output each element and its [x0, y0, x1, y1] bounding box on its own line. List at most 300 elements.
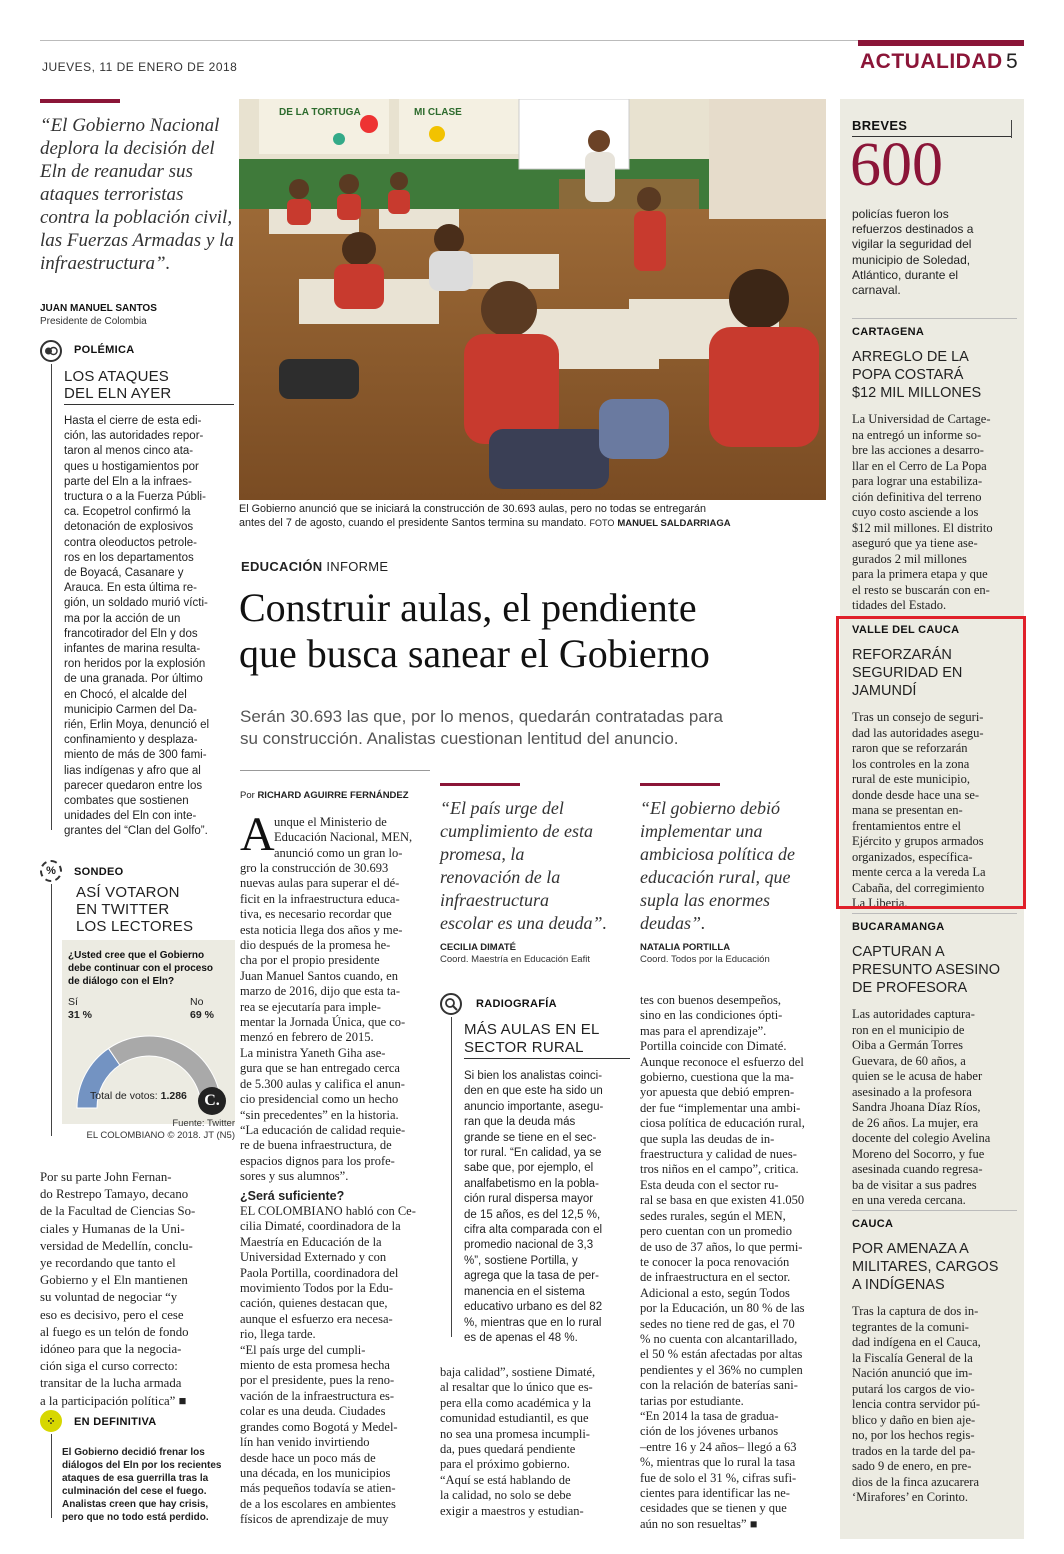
breve-body-line: los controles en la zona	[852, 756, 970, 771]
pull-quote-1-accent	[440, 783, 520, 786]
breve-body-line: na entregó un informe so-	[852, 427, 982, 442]
polemica-line: Hasta el cierre de esta edi-	[64, 415, 202, 427]
breves-intro-line: policías fueron los	[852, 207, 949, 221]
radiografia-line: anuncio importante, asegu-	[464, 1100, 604, 1113]
poll-votes	[90, 1090, 187, 1102]
classroom-illustration	[239, 99, 826, 500]
radiografia-line: tor rural. “En calidad, ya se	[464, 1147, 602, 1160]
article-subhead: ¿Será suficiente?	[240, 1189, 345, 1203]
column-1-line: La ministra Yaneth Giha ase-	[240, 1045, 386, 1060]
column-1b-line: “El país urge del cumpli-	[240, 1342, 366, 1357]
radiografia-box	[440, 993, 630, 1343]
radiografia-line: es de apenas el 48 %.	[464, 1331, 578, 1344]
breve-body-line: tegrantes de la comuni-	[852, 1319, 969, 1334]
en-definitiva-line: ataques de esa guerrilla tras la	[62, 1473, 209, 1484]
column-3-line: sino en las condiciones ópti-	[640, 1008, 783, 1023]
breve-title-line: PRESUNTO ASESINO	[852, 962, 1000, 978]
column-2-line: exigir a maestros y estudian-	[440, 1503, 584, 1518]
column-3-line: Portilla coincide con Dimaté.	[640, 1039, 787, 1054]
polemica-line: contra oleoductos petrole-	[64, 536, 197, 549]
column-3-line: cientes para identificar las ne-	[640, 1486, 790, 1500]
polemica-line: lias indígenas y afro que al	[64, 764, 201, 777]
pull-quote-1-line: infraestructura	[440, 890, 550, 910]
polemica-line: ron heridos por la explosión	[64, 658, 206, 671]
polemica-line: gión, un soldado murió vícti-	[64, 597, 208, 610]
breve-body-line: asesinado a la profesora	[852, 1084, 972, 1099]
poll-question-line1: ¿Usted cree que el Gobierno	[68, 950, 205, 961]
column-2-line: para el próximo gobierno.	[440, 1457, 570, 1472]
column-3-line: ciosa política de educación rural,	[640, 1116, 805, 1131]
column-2-line: comunidad estudiantil, es que	[440, 1411, 589, 1426]
pull-quote-2-line: implementar una	[640, 821, 763, 841]
pull-quote-1-line: renovación de la	[440, 867, 561, 887]
column-1-line: “La educación de calidad requie-	[240, 1122, 406, 1137]
sondeo-title-line1: ASÍ VOTARON	[76, 884, 180, 901]
breves-intro-line: Atlántico, durante el	[852, 267, 959, 282]
en-definitiva-guide-line	[51, 1434, 52, 1518]
column-3-line: de infraestructura en el sector.	[640, 1270, 791, 1285]
breve-title-line: SEGURIDAD EN	[852, 665, 963, 681]
column-1-line: ficit en la infraestructura educa-	[240, 891, 400, 906]
en-definitiva-line: Analistas creen que hay crisis,	[62, 1499, 209, 1510]
breve-body-line: en una vereda cercana.	[852, 1193, 966, 1207]
caption-line1: El Gobierno anunció que se iniciará la construcción de 30.693 aulas, pero no todas se entregarán	[239, 503, 706, 515]
breve-body-line: Sandra Jhoana Díaz Ríos,	[852, 1100, 981, 1114]
polemica-title-line1: LOS ATAQUES	[64, 368, 170, 385]
deck-line1: Serán 30.693 las que, por lo menos, quedarán contratadas para	[240, 707, 723, 726]
breve-body-line: raron que se reforzarán	[852, 741, 968, 755]
poll-source: Fuente: Twitter	[172, 1118, 235, 1129]
drop-cap: A	[240, 808, 275, 861]
column-1b-line: cilia Dimaté, coordinadora de la	[240, 1219, 401, 1234]
breves-intro	[852, 207, 1017, 298]
column-3-line: gobierno, cuestiona que la ma-	[640, 1070, 794, 1085]
breve-body-line: bre las acciones a desarro-	[852, 443, 984, 457]
column-1b-line: EL COLOMBIANO habló con Ce-	[240, 1204, 416, 1218]
poll-votes-value: 1.286	[160, 1090, 187, 1102]
column-3-line: %, mientras que lo rural la tasa	[640, 1455, 796, 1470]
pull-quote-2-line: “El gobierno debió	[640, 798, 780, 818]
polemica-line: Arauca. En esta última re-	[64, 582, 197, 595]
poll-question-line3: de diálogo con el Eln?	[68, 976, 175, 987]
column-2-line: baja calidad”, sostiene Dimaté,	[440, 1365, 596, 1379]
breve-body-line: ‘Mirafores’ en Corinto.	[852, 1490, 969, 1504]
column-1b-line: grandes como Bogotá y Medel-	[240, 1419, 398, 1434]
column-1-line: marzo de 2016, dijo que esta ta-	[240, 984, 401, 999]
left-body-line: idóneo para que la negocia-	[40, 1342, 182, 1357]
column-3-line: Aunque reconoce el esfuerzo del	[640, 1054, 804, 1069]
breves-intro-line: carnaval.	[852, 283, 901, 298]
pull-quote-2-accent	[640, 783, 720, 786]
breve-body-line: asesinada cuando regresa-	[852, 1162, 983, 1176]
polemica-line: en Chocó, el alcalde del	[64, 688, 187, 701]
caption-line2	[239, 517, 826, 531]
poll-yes-label: Sí	[68, 996, 78, 1008]
breves-label: BREVES	[852, 118, 908, 133]
breves-big-number: 600	[850, 131, 943, 199]
page-number: 5	[1006, 50, 1018, 73]
breve-title-line: DE PROFESORA	[852, 980, 968, 996]
column-3-line: “En 2014 la tasa de gradua-	[640, 1408, 779, 1423]
breves-rule-tick	[1011, 120, 1012, 138]
column-2-line: la calidad, no solo se debe	[440, 1488, 572, 1503]
column-3-line: cesidades que se tienen y que	[640, 1501, 787, 1516]
polemica-line: ros en los departamentos	[64, 551, 194, 564]
pull-quote-1-line: escolar es una deuda”.	[440, 913, 607, 933]
kicker-type: INFORME	[326, 559, 389, 574]
kicker-topic: EDUCACIÓN	[241, 559, 323, 574]
radiografia-line: grande se tiene en el sec-	[464, 1131, 597, 1144]
breve-body-line: Nación anunció que im-	[852, 1366, 973, 1380]
article-deck	[240, 706, 830, 750]
radiografia-line: de 15 años, es del 12,5 %,	[464, 1208, 601, 1221]
breve-body-line: organizados, específica-	[852, 849, 973, 864]
breve-body-line: cuyo costo asciende a los	[852, 505, 979, 519]
polemica-line: de una granada. Por último	[64, 673, 203, 686]
column-3-line: ral se basa en que existen 41.050	[640, 1193, 805, 1208]
breve-body-line: La Liberia.	[852, 896, 908, 910]
breve-body-line: Guevara, de 60 años, a	[852, 1053, 966, 1068]
column-1-line: nuevas aulas para superar el dé-	[240, 876, 400, 891]
radiografia-line: educativo urbano es del 82	[464, 1301, 603, 1314]
polemica-line: detonación de explosivos	[64, 521, 194, 534]
polemica-line: grantes del “Clan del Golfo”.	[64, 825, 208, 838]
column-3-line: el 50 % están afectadas por altas	[640, 1347, 803, 1362]
column-1b-line: de a los escolares en ambientes	[240, 1496, 396, 1511]
column-3-line: Esta deuda con el sector ru-	[640, 1177, 779, 1192]
breve-body-line: docente del colegio Avelina	[852, 1131, 991, 1145]
column-1b-line: cación, quienes destacan que,	[240, 1296, 388, 1311]
left-body-line: do Restrepo Tamayo, decano	[40, 1187, 189, 1202]
breve-title-line: ARREGLO DE LA	[852, 349, 969, 365]
column-1-line: espacios dignos para los profe-	[240, 1153, 395, 1168]
column-3-line: pendientes y el 36% no cumplen	[640, 1362, 803, 1377]
polemica-line: infantes de marina resulta-	[64, 643, 201, 656]
column-1b-line: más pequeños todavía se atien-	[240, 1481, 396, 1496]
column-1b-line: rio, llega tarde.	[240, 1327, 316, 1342]
column-3-line: de uso de 37 años, lo que permi-	[640, 1239, 803, 1254]
polemica-line: municipio Carmen del Da-	[64, 703, 197, 716]
breve-place: VALLE DEL CAUCA	[852, 624, 960, 636]
polemica-line: de Boyacá, Casanare y	[64, 567, 184, 580]
left-body-line: de la Facultad de Ciencias So-	[40, 1204, 196, 1219]
breve-body-line: gurados 2 mil millones	[852, 551, 967, 566]
column-1b-line: físicos de aprendizaje de muy	[240, 1512, 389, 1527]
sondeo-label: SONDEO	[74, 866, 124, 878]
column-1-line: sores y sus alumnos”.	[240, 1169, 349, 1184]
radiografia-line: ción rural dispersa mayor	[464, 1193, 594, 1206]
polemica-line: ca. Ecopetrol confirmó la	[64, 506, 191, 519]
column-2-line: no sea una promesa incumpli-	[440, 1426, 590, 1441]
radiografia-line: analfabetismo en la pobla-	[464, 1177, 599, 1190]
column-3-line: yor apuesta que debió empren-	[640, 1085, 795, 1100]
column-3-line: tes con buenos desempeños,	[640, 993, 781, 1007]
breve-body-line: para la primera etapa y que	[852, 567, 988, 581]
polemica-body	[64, 414, 239, 840]
left-body-line: Gobierno y el Eln mantienen	[40, 1273, 188, 1288]
poll-votes-label: Total de votos:	[90, 1090, 161, 1102]
column-3-line: ción de los jóvenes urbanos	[640, 1424, 779, 1439]
breve-body-line: Las autoridades captura-	[852, 1007, 975, 1021]
column-1-line: “sin precedentes” en la historia.	[240, 1107, 399, 1122]
radiografia-line: den en que este ha sido un	[464, 1085, 603, 1098]
column-3-line: que supla las deudas de in-	[640, 1131, 775, 1146]
breve-body-line: ron en el municipio de	[852, 1022, 965, 1037]
column-1b-body	[240, 1204, 431, 1528]
breve-body-line: quien se le acusa de haber	[852, 1069, 983, 1083]
column-1-line: menzó en febrero de 2015.	[240, 1030, 374, 1045]
pull-quote-1-line: promesa, la	[440, 844, 525, 864]
quote-accent-bar	[40, 99, 120, 103]
column-3-line: pero cuentan con un promedio	[640, 1224, 793, 1239]
breve-body-line: mente cerca a la vereda La	[852, 865, 986, 879]
breve-body-line: La Universidad de Cartage-	[852, 412, 991, 426]
breve-body-line: Tras un consejo de seguri-	[852, 710, 984, 724]
pull-quote-2-line: ambiciosa política de	[640, 844, 795, 864]
classroom-photo	[239, 99, 826, 500]
breve-body-line: dios de la finca azucarera	[852, 1474, 980, 1489]
polemica-line: francotirador del Eln y dos	[64, 627, 198, 640]
polemica-line: combates que sostienen	[64, 795, 189, 808]
polemica-line: ción, las autoridades repor-	[64, 430, 204, 443]
breve-body-line: aseguró que ya tiene ase-	[852, 536, 978, 550]
column-1b-line: colar es una deuda. Ciudades	[240, 1404, 386, 1419]
breve-body-line: sado 9 de enero, en pre-	[852, 1459, 972, 1473]
breve-place: BUCARAMANGA	[852, 921, 945, 933]
column-3-line: aún no son resueltas” ■	[640, 1516, 758, 1531]
breve-body-line: blico y daño en bien aje-	[852, 1412, 976, 1427]
radiografia-line: cifra alta comparada con el	[464, 1224, 603, 1237]
left-body-line: ción siga el curso correcto:	[40, 1359, 178, 1374]
polemica-line: unidades del Eln con inte-	[64, 810, 197, 823]
column-1b-line: movimiento Todos por la Edu-	[240, 1281, 394, 1296]
breve-body-line: Tras la captura de dos in-	[852, 1304, 979, 1318]
en-definitiva-line: pero que no todo está perdido.	[62, 1512, 209, 1523]
breve-body-line: dad indígena en el Cauca,	[852, 1335, 981, 1349]
column-1-line: dio después de la promesa he-	[240, 938, 391, 953]
breve-title-line: JAMUNDÍ	[852, 683, 917, 699]
sondeo-title-line3: LOS LECTORES	[76, 918, 194, 935]
en-definitiva-label: EN DEFINITIVA	[74, 1416, 157, 1428]
magnifier-icon	[440, 993, 462, 1015]
polemica-title-rule	[64, 404, 234, 405]
photo-caption	[239, 503, 826, 530]
board-text-2: MI CLASE	[414, 107, 462, 118]
lead-line: anunció como un gran lo-	[274, 845, 403, 860]
breves-intro-line: refuerzos destinados a	[852, 222, 974, 237]
breve-body-line: Cabaña, del corregimiento	[852, 880, 985, 895]
pull-quote-2-line: supla las enormes	[640, 890, 770, 910]
lead-line: unque el Ministerio de	[274, 815, 387, 829]
radiografia-line: sabe que, por ejemplo, el	[464, 1162, 594, 1175]
breve-body-line: rural de este municipio,	[852, 772, 971, 786]
breve-title-line: MILITARES, CARGOS	[852, 1259, 999, 1275]
poll-yes-value: 31 %	[68, 1009, 92, 1021]
column-1b-line: lín han venido invirtiendo	[240, 1435, 370, 1450]
breve-body-line: lencia contra servidor pú-	[852, 1397, 981, 1411]
article-kicker	[241, 559, 388, 574]
breve-separator	[852, 318, 1017, 319]
pull-quote-1-line: “El país urge del	[440, 798, 564, 818]
breve-body-line: no, por los hechos regis-	[852, 1428, 975, 1442]
polemica-line: ques u hostigamientos por	[64, 460, 199, 473]
deck-line2: su construcción. Analistas cuestionan lentitud del anuncio.	[240, 729, 679, 748]
poll-question-line2: debe continuar con el proceso	[68, 963, 214, 974]
column-1b-line: Paola Portilla, coordinadora del	[240, 1265, 399, 1280]
pull-quote-2-line: deudas”.	[640, 913, 706, 933]
column-3-line: por la Educación, un 80 % de las	[640, 1301, 805, 1316]
left-body-line: a la participación política” ■	[40, 1393, 187, 1408]
sondeo-title-line2: EN TWITTER	[76, 901, 170, 918]
en-definitiva-line: diálogos del Eln por los recientes	[62, 1460, 222, 1471]
column-1b-line: desde hace un poco más de	[240, 1450, 376, 1465]
breve-body-line: tidades del Estado.	[852, 598, 947, 612]
column-1-line: mentar la Jornada Única, que co-	[240, 1015, 406, 1030]
breves-intro-line: vigilar la seguridad del	[852, 237, 972, 252]
breve-body-line: llar en el Cerro de La Popa	[852, 458, 987, 473]
section-accent-bar	[858, 40, 1024, 46]
article-byline	[240, 790, 409, 801]
left-body-line: versidad de Medellín, conclu-	[40, 1238, 193, 1253]
poll-question	[68, 949, 213, 988]
column-1-line: gro la construcción de 30.693	[240, 861, 389, 875]
breve-title-line: $12 MIL MILLONES	[852, 385, 982, 401]
article-column-2	[440, 1365, 630, 1519]
article-column-3	[640, 993, 830, 1532]
breve-title-line: A INDÍGENAS	[852, 1277, 945, 1293]
byline-prefix: Por	[240, 790, 255, 801]
left-body-line: su voluntad de negociar “y	[40, 1290, 178, 1305]
polemica-line: parecer quedaron entre los	[64, 779, 203, 792]
breve-body-line: ba de visitar a sus padres	[852, 1177, 977, 1192]
column-1b-line: miento de esta promesa hecha	[240, 1358, 390, 1373]
column-3-line: mas para el aprendizaje”.	[640, 1023, 767, 1038]
column-2-line: al resaltar que lo único que es-	[440, 1380, 593, 1395]
breve-body-line: el resto se buscarán con en-	[852, 582, 990, 597]
left-body-line: al fuego es un telón de fondo	[40, 1324, 189, 1339]
column-3-line: sedes rurales, según el MEN,	[640, 1208, 786, 1223]
left-column-body	[40, 1169, 233, 1410]
column-1-line: de 5.300 aulas y califica el anun-	[240, 1076, 405, 1091]
breve-title-line: REFORZARÁN	[852, 647, 952, 663]
sondeo-box	[40, 860, 235, 1145]
percent-icon: %	[40, 860, 62, 882]
column-2-line: pera ella como académica y la	[440, 1395, 591, 1410]
breve-separator	[852, 1210, 1017, 1211]
left-body-line: eso es decisivo, pero el cese	[40, 1307, 184, 1322]
polemica-line: ma por la acción de un	[64, 612, 181, 625]
column-1-line: gura que se han entregado cerca	[240, 1061, 400, 1076]
breve-body-line: de 26 años. La mujer, era	[852, 1115, 979, 1130]
left-body-line: ye recordando que tanto el	[40, 1256, 176, 1271]
sondeo-guide-line	[51, 884, 52, 1136]
poll-credit: EL COLOMBIANO © 2018. JT (N5)	[86, 1130, 235, 1141]
polemica-title-line2: DEL ELN AYER	[64, 385, 172, 402]
column-1-line: cio presidencial como un hecho	[240, 1092, 399, 1107]
column-3-line: fue de solo el 31 %, cifras sufi-	[640, 1470, 797, 1485]
breve-body-line: dad las autoridades asegu-	[852, 725, 984, 740]
left-body-line: transitar de la lucha armada	[40, 1376, 182, 1391]
breve-place: CARTAGENA	[852, 326, 925, 338]
column-3-line: fraestructura y calidad de nues-	[640, 1147, 797, 1162]
radiografia-line: agrega que la tasa de per-	[464, 1270, 599, 1283]
polemica-box	[40, 340, 235, 838]
poll-no-label: No	[190, 996, 204, 1008]
column-2-line: da, pues quedará pendiente	[440, 1442, 576, 1457]
column-1-line: re de buena infraestructura, de	[240, 1138, 392, 1153]
column-1-line: Juan Manuel Santos cuando, en	[240, 968, 398, 983]
radiografia-label: RADIOGRAFÍA	[476, 998, 557, 1010]
breve-title-line: POPA COSTARÁ	[852, 367, 964, 383]
article-headline	[239, 585, 839, 677]
en-definitiva-box	[40, 1410, 235, 1523]
el-colombiano-logo: C.	[198, 1087, 226, 1115]
radiografia-line: promedio nacional de 3,3	[464, 1239, 594, 1252]
column-3-line: der fue “implementar una ambi-	[640, 1100, 801, 1115]
photo-credit-label: FOTO	[589, 517, 615, 528]
pull-quote-1-line: cumplimiento de esta	[440, 821, 593, 841]
board-text-1: DE LA TORTUGA	[279, 107, 361, 118]
caption-line2-text: antes del 7 de agosto, cuando el presidente Santos termina su mandato.	[239, 516, 587, 529]
column-3-line: con la relación de baterías sani-	[640, 1378, 798, 1393]
quote-author: JUAN MANUEL SANTOS	[40, 303, 157, 314]
column-1b-line: Maestría en Educación de la	[240, 1234, 382, 1249]
pull-quote-2-name: NATALIA PORTILLA	[640, 942, 731, 953]
breves-intro-line: municipio de Soledad,	[852, 252, 971, 267]
breve-body-line: la Fiscalía General de la	[852, 1350, 973, 1365]
pull-quote-2-role: Coord. Todos por la Educación	[640, 954, 770, 965]
column-1b-line: Universidad Externado y con	[240, 1250, 387, 1265]
speech-bubbles-icon	[40, 340, 62, 362]
column-2-line: “Aquí se está hablando de	[440, 1472, 571, 1487]
breve-place: CAUCA	[852, 1218, 894, 1230]
column-1-line: esta noticia llega dos años y me-	[240, 922, 403, 937]
section-name: ACTUALIDAD	[860, 50, 1003, 73]
radiografia-title-line2: SECTOR RURAL	[464, 1039, 584, 1056]
polemica-label: POLÉMICA	[74, 344, 135, 356]
pull-quote-1	[440, 797, 630, 935]
en-definitiva-body	[62, 1446, 237, 1524]
radiografia-line: %, mientras que en lo rural	[464, 1316, 602, 1329]
column-1b-line: vación de la infraestructura es-	[240, 1388, 395, 1403]
column-3-line: te conocer la poca renovación	[640, 1254, 790, 1269]
pull-quote-2	[640, 797, 830, 935]
headline-line2: que busca sanear el Gobierno	[239, 631, 710, 676]
pull-quote-2-line: educación rural, que	[640, 867, 791, 887]
breve-title-line: POR AMENAZA A	[852, 1241, 969, 1257]
poll-no-value: 69 %	[190, 1009, 214, 1021]
headline-line1: Construir aulas, el pendiente	[239, 585, 697, 630]
column-3-line: sedes no tiene red de gas, el 70	[640, 1316, 795, 1331]
polemica-line: parte del Eln a la infraes-	[64, 475, 192, 488]
featured-quote: “El Gobierno Nacional deplora la decisión del Eln de reanudar sus ataques terroristas contra la población civil, las Fuerzas Armadas y la infraestructura”.	[40, 115, 234, 274]
radiografia-line: Si bien los analistas coinci-	[464, 1070, 603, 1082]
breve-body-line: Oiba a Germán Torres	[852, 1038, 964, 1052]
column-1-body	[240, 861, 431, 1185]
issue-date: JUEVES, 11 DE ENERO DE 2018	[42, 60, 238, 74]
lead-line: Educación Nacional, MEN,	[274, 830, 413, 845]
pull-quote-1-name: CECILIA DIMATÉ	[440, 942, 516, 953]
radiografia-line: %”, sostiene Portilla, y	[464, 1254, 578, 1267]
checklist-icon: ⁘	[40, 1410, 62, 1432]
breve-body-line: frentamientos entre el	[852, 818, 961, 833]
breve-title-line: CAPTURAN A	[852, 944, 945, 960]
radiografia-title-rule	[464, 1058, 630, 1059]
polemica-line: miento de más de 300 fami-	[64, 749, 207, 762]
highlight-box	[836, 616, 1026, 909]
breve-body-line: mana se presentan en-	[852, 803, 963, 817]
column-1-line: tiva, es necesario recordar que	[240, 907, 392, 922]
